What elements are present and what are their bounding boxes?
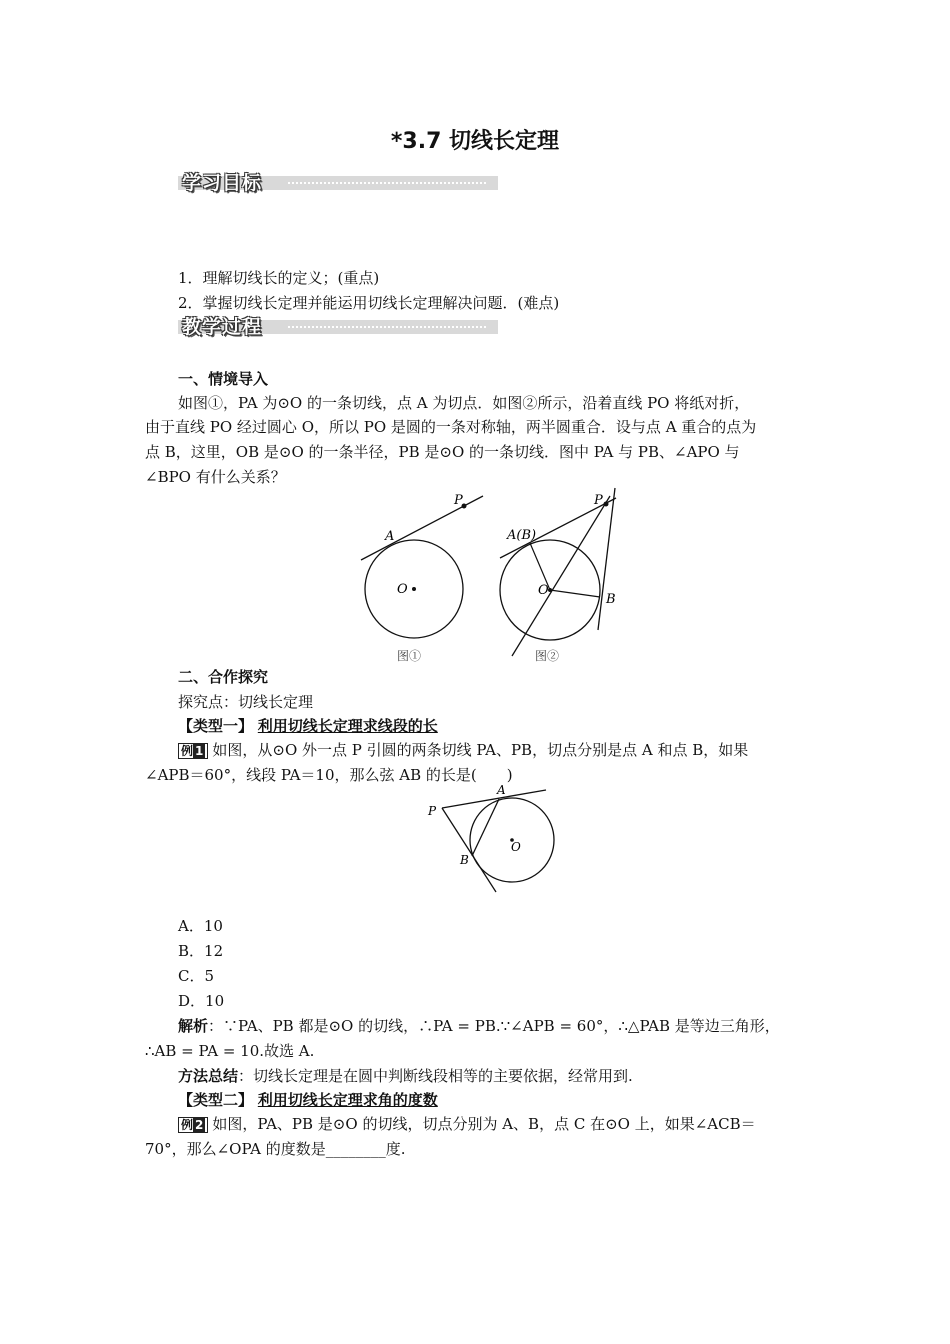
radius-ob — [550, 590, 600, 597]
tangent-line-pb — [442, 808, 496, 892]
part2-point: 探究点：切线长定理 — [178, 693, 314, 711]
part2-heading: 二、合作探究 — [178, 668, 269, 686]
type2-tag: 【类型二】 — [178, 1091, 254, 1109]
type1-tag: 【类型一】 — [178, 717, 254, 735]
tangent-line-pa — [442, 790, 546, 808]
label-a: A — [385, 529, 395, 544]
analysis-label: 解析 — [178, 1017, 209, 1035]
goal-item-1: 1．理解切线长的定义；(重点) — [178, 269, 380, 287]
type2-header — [178, 1088, 438, 1112]
label-a: A — [497, 783, 506, 797]
line-po — [512, 496, 610, 656]
section-header-goals — [178, 170, 498, 196]
part1-line-2: 由于直线 PO 经过圆心 O，所以 PO 是圆的一条对称轴，两半圆重合．设与点 A 重合的点为 — [145, 418, 757, 436]
section-label-goals: 学习目标 — [182, 172, 263, 194]
example1-text-1: 如图，从⊙O 外一点 P 引圆的两条切线 PA、PB，切点分别是点 A 和点 B，如果 — [212, 741, 749, 759]
example1-line-1 — [178, 738, 748, 762]
analysis-text-1: ：∵PA、PB 都是⊙O 的切线，∴PA = PB.∵∠APB = 60°，∴△PAB 是等边三角形， — [208, 1017, 780, 1035]
example1-line-2: ∠APB＝60°，线段 PA＝10，那么弦 AB 的长是( ) — [145, 766, 513, 784]
option-c: C．5 — [178, 967, 215, 985]
label-o: O — [397, 582, 408, 597]
section-header-process — [178, 314, 498, 340]
label-b: B — [460, 853, 469, 867]
header-dots — [288, 326, 486, 328]
part1-line-3: 点 B，这里，OB 是⊙O 的一条半径，PB 是⊙O 的一条切线．图中 PA 与 PB、∠APO 与 — [145, 443, 740, 461]
part1-line-1: 如图①，PA 为⊙O 的一条切线，点 A 为切点．如图②所示，沿着直线 PO 将纸对折， — [178, 394, 750, 412]
caption-2: 图② — [535, 649, 560, 663]
label-ab: A(B) — [507, 528, 537, 543]
example2-badge: 例 2 — [178, 1117, 208, 1133]
figure-3 — [420, 782, 560, 897]
type1-title: 利用切线长定理求线段的长 — [257, 717, 438, 735]
analysis-line-2: ∴AB = PA = 10.故选 A. — [145, 1042, 315, 1060]
caption-1: 图① — [397, 649, 422, 663]
example1-badge: 例 1 — [178, 743, 208, 759]
option-b: B．12 — [178, 942, 224, 960]
label-b: B — [606, 592, 616, 607]
tangent-line-pb — [598, 488, 615, 630]
option-a: A．10 — [178, 917, 223, 935]
page-title: *3.7 切线长定理 — [390, 129, 560, 154]
goal-item-2: 2．掌握切线长定理并能运用切线长定理解决问题．(难点) — [178, 294, 560, 312]
type2-title: 利用切线长定理求角的度数 — [257, 1091, 438, 1109]
example2-line-2: 70°，那么∠OPA 的度数是________度. — [145, 1140, 406, 1158]
example2-line-1 — [178, 1112, 756, 1136]
point-p — [604, 502, 609, 507]
header-dots — [288, 182, 486, 184]
label-p: P — [428, 804, 437, 818]
label-p: P — [594, 493, 603, 508]
summary-text: ：切线长定理是在圆中判断线段相等的主要依据，经常用到. — [238, 1067, 633, 1085]
type1-header — [178, 714, 438, 738]
section-label-process: 教学过程 — [182, 316, 263, 338]
part1-heading: 一、情境导入 — [178, 370, 269, 388]
part1-line-4: ∠BPO 有什么关系？ — [145, 468, 286, 486]
option-d: D．10 — [178, 992, 225, 1010]
example2-text-1: 如图，PA、PB 是⊙O 的切线，切点分别为 A、B，点 C 在⊙O 上，如果∠ACB＝ — [212, 1115, 756, 1133]
label-o: O — [511, 840, 521, 854]
label-o: O — [538, 583, 549, 598]
figure-2 — [490, 486, 640, 668]
analysis-line-1 — [178, 1014, 780, 1038]
point-o — [412, 587, 416, 591]
label-p: P — [454, 493, 463, 508]
summary-line — [178, 1064, 633, 1088]
summary-label: 方法总结 — [178, 1067, 239, 1085]
figure-1 — [355, 488, 485, 668]
